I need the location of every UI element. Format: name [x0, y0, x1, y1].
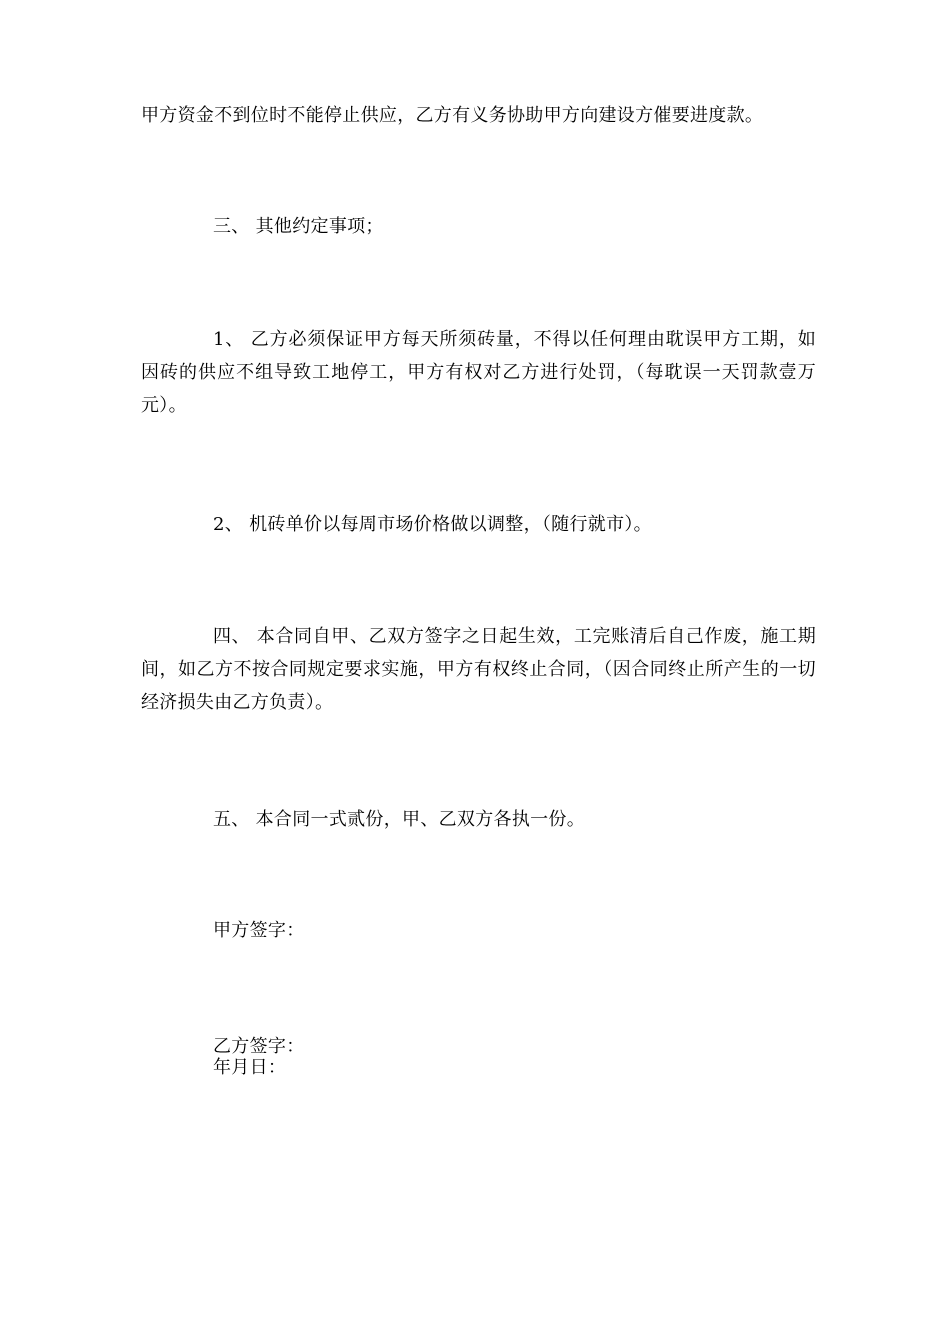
item-two-clause: 2、 机砖单价以每周市场价格做以调整，（随行就市）。: [213, 514, 652, 535]
party-b-signature-label: 乙方签字：: [213, 1036, 305, 1057]
party-a-signature-label: 甲方签字：: [213, 920, 305, 941]
section-five-clause: 五、 本合同一式贰份，甲、乙双方各执一份。: [213, 809, 586, 830]
section-four-clause: 四、 本合同自甲、乙双方签字之日起生效，工完账清后自己作废，施工期间，如乙方不按合同规定要求实施，甲方有权终止合同，（因合同终止所产生的一切经济损失由乙方负责）。: [141, 626, 816, 713]
section-three-heading: 三、 其他约定事项；: [213, 216, 384, 237]
item-one-clause: 1、 乙方必须保证甲方每天所须砖量，不得以任何理由耽误甲方工期，如因砖的供应不组导致工地停工，甲方有权对乙方进行处罚，（每耽误一天罚款壹万元）。: [141, 329, 816, 416]
date-label: 年月日：: [213, 1057, 287, 1078]
payment-clause-tail: 甲方资金不到位时不能停止供应，乙方有义务协助甲方向建设方催要进度款。: [141, 105, 764, 126]
